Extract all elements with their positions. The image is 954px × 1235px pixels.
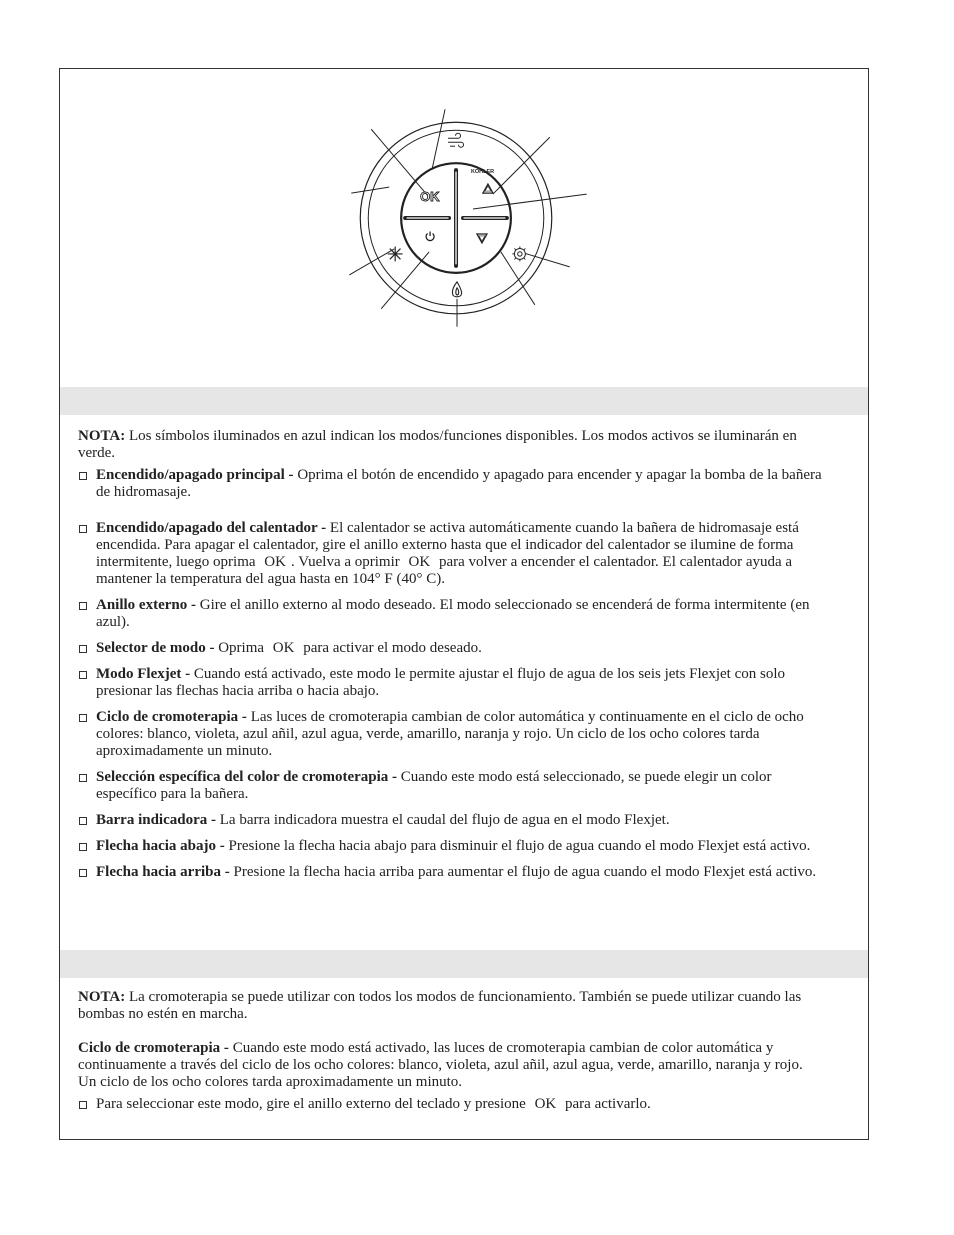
list-item: Encendido/apagado principal - Oprima el botón de encendido y apagado para encender y apagar la bomba de la bañera de hidromasaje. [78,467,823,501]
checkbox-bullet-icon [79,869,87,877]
list-item: Anillo externo - Gire el anillo externo al modo deseado. El modo seleccionado se encenderá de forma intermitente (en azul). [78,597,823,631]
checkbox-bullet-icon [79,671,87,679]
light-icon [388,247,402,261]
keypad-diagram [60,69,868,387]
checkbox-bullet-icon [79,774,87,782]
checkbox-bullet-icon [79,525,87,533]
instruction-list [78,1096,823,1113]
checkbox-bullet-icon [79,843,87,851]
section-header-band [60,950,868,978]
list-item: Flecha hacia arriba - Presione la flecha hacia arriba para aumentar el flujo de agua cuando el modo Flexjet está activo. [78,864,823,881]
checkbox-bullet-icon [79,714,87,722]
checkbox-bullet-icon [79,472,87,480]
page-frame [59,68,869,1140]
checkbox-bullet-icon [79,817,87,825]
color-wheel-icon [512,246,527,261]
chromotherapy-description [78,989,823,1113]
ok-key-label[interactable]: OK [420,189,440,205]
list-item: Para seleccionar este modo, gire el anillo externo del teclado y presione OK para activarlo. [78,1096,823,1113]
list-item: Modo Flexjet - Cuando está activado, este modo le permite ajustar el flujo de agua de los seis jets Flexjet con solo presionar las flechas hacia arriba o hacia abajo. [78,666,823,700]
up-arrow-icon[interactable] [483,184,493,193]
list-item: Ciclo de cromoterapia - Las luces de cromoterapia cambian de color automática y continuamente en el ciclo de ocho colores: blanco, violeta, azul añil, azul agua, verde, amarillo, naranja y rojo. Un ciclo de los ocho colores tarda aproximadamente un minuto. [78,709,823,760]
list-item: Encendido/apagado del calentador - El calentador se activa automáticamente cuando la bañera de hidromasaje está encendida. Para apagar el calentador, gire el anillo externo hasta que el indicador del calentador se ilumine de forma intermitente, luego oprima OK . Vuelva a oprimir OK para volver a encender el calentador. El calentador ayuda a mantener la temperatura del agua hasta en 104° F (40° C). [78,520,823,588]
note-paragraph: NOTA: Los símbolos iluminados en azul indican los modos/funciones disponibles. Los modos activos se iluminarán en verde. [78,428,797,461]
keypad-description [78,428,823,890]
note-paragraph: NOTA: La cromoterapia se puede utilizar con todos los modos de funcionamiento. También se puede utilizar cuando las bombas no estén en marcha. [78,989,802,1022]
section-header-band [60,387,868,415]
checkbox-bullet-icon [79,645,87,653]
feature-list [78,467,823,881]
list-item: Selector de modo - Oprima OK para activar el modo deseado. [78,640,823,657]
checkbox-bullet-icon [79,1101,87,1109]
power-icon[interactable] [426,231,434,240]
list-item: Flecha hacia abajo - Presione la flecha hacia abajo para disminuir el flujo de agua cuando el modo Flexjet está activo. [78,838,823,855]
kohler-logo: KOHLER [470,169,495,176]
list-item: Selección específica del color de cromoterapia - Cuando este modo está seleccionado, se puede elegir un color específico para la bañera. [78,769,823,803]
list-item: Barra indicadora - La barra indicadora muestra el caudal del flujo de agua en el modo Flexjet. [78,812,823,829]
heater-flame-icon [452,282,461,297]
air-blower-icon [448,133,463,147]
checkbox-bullet-icon [79,602,87,610]
cycle-paragraph: Ciclo de cromoterapia - Cuando este modo está activado, las luces de cromoterapia cambian de color automática y continuamente a través del ciclo de los ocho colores: blanco, violeta, azul añil, azul agua, verde, amarillo, naranja y rojo. Un ciclo de los ocho colores tarda aproximadamente un minuto. [78,1040,803,1090]
down-arrow-icon[interactable] [477,234,487,243]
